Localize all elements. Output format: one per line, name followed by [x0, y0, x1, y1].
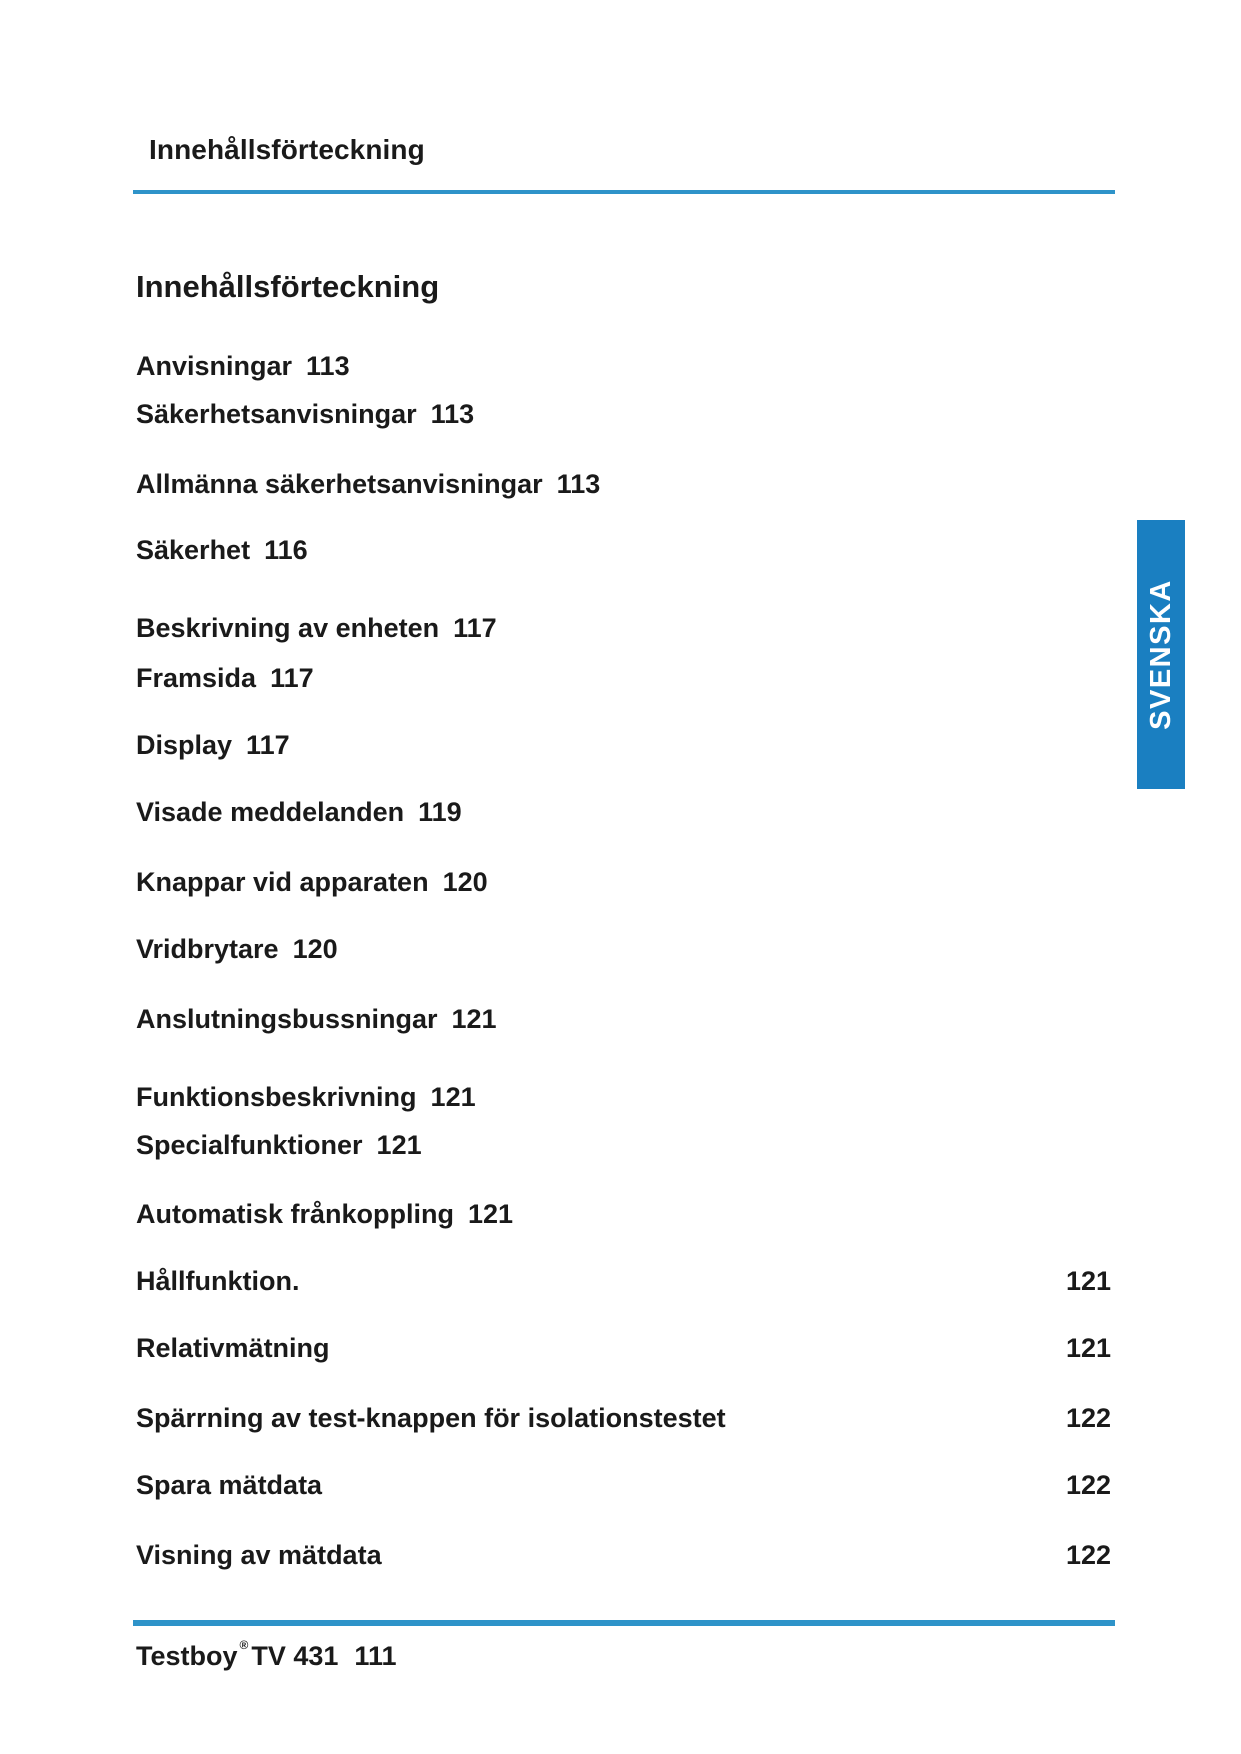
toc-entry-page: 121	[430, 1082, 476, 1112]
toc-entry-page: 117	[270, 663, 314, 693]
toc-entry[interactable]	[136, 865, 1111, 899]
page-footer	[136, 1638, 397, 1672]
toc-entry[interactable]	[136, 795, 1111, 829]
toc-entry-label: Framsida	[136, 663, 257, 693]
toc-entry-label: Beskrivning av enheten	[136, 613, 440, 643]
toc-entry-label: Spärrning av test-knappen för isolationstestet	[136, 1403, 726, 1433]
toc-entry-page: 117	[246, 730, 290, 760]
toc-entry-page: 121	[451, 1004, 497, 1034]
toc-entry-label: Relativmätning	[136, 1333, 330, 1363]
toc-entry-label: Visade meddelanden	[136, 797, 405, 827]
toc-entry-page: 122	[1065, 1540, 1111, 1570]
footer-trademark: ®	[239, 1638, 249, 1652]
toc-entry-page: 113	[556, 469, 601, 499]
toc-entry-label: Knappar vid apparaten	[136, 867, 429, 897]
toc-entry-page: 120	[292, 934, 338, 964]
toc-entry-label: Anvisningar	[136, 351, 293, 381]
toc-entry-page: 116	[264, 535, 308, 565]
toc-entry[interactable]	[136, 932, 1111, 966]
toc-entry[interactable]	[136, 533, 1111, 567]
footer-brand: Testboy	[136, 1641, 238, 1671]
toc-entry-label: Hållfunktion.	[136, 1266, 300, 1296]
toc-entry[interactable]	[136, 611, 1111, 645]
toc-entry[interactable]	[136, 349, 1111, 383]
toc-entry-page: 117	[453, 613, 497, 643]
toc-entry[interactable]	[136, 1002, 1111, 1036]
toc-entry-page: 113	[430, 399, 475, 429]
toc-entry-label: Säkerhetsanvisningar	[136, 399, 417, 429]
toc-entry-page: 122	[1065, 1403, 1111, 1433]
footer-divider	[133, 1620, 1115, 1626]
toc-entry-label: Display	[136, 730, 233, 760]
toc-entry[interactable]	[136, 1401, 1111, 1435]
toc-heading: Innehållsförteckning	[136, 269, 440, 304]
toc-entry-label: Automatisk frånkoppling	[136, 1199, 455, 1229]
language-side-tab	[1137, 520, 1185, 789]
toc-entry-label: Funktionsbeskrivning	[136, 1082, 417, 1112]
toc-entry-label: Anslutningsbussningar	[136, 1004, 438, 1034]
toc-entry-page: 119	[418, 797, 462, 827]
header-divider	[133, 190, 1115, 194]
toc-entry[interactable]	[136, 1331, 1111, 1365]
toc-entry-page: 120	[442, 867, 488, 897]
toc-entry-page: 121	[1065, 1333, 1111, 1363]
toc-entry-page: 121	[376, 1130, 422, 1160]
toc-entry[interactable]	[136, 728, 1111, 762]
toc-entry[interactable]	[136, 1128, 1111, 1162]
toc-entry-page: 121	[1065, 1266, 1111, 1296]
language-side-tab-label: SVENSKA	[1144, 579, 1177, 730]
toc-entry-label: Vridbrytare	[136, 934, 279, 964]
running-header-title: Innehållsförteckning	[149, 134, 425, 165]
footer-model: TV 431	[251, 1641, 339, 1671]
toc-entry[interactable]	[136, 397, 1111, 431]
toc-entry-label: Allmänna säkerhetsanvisningar	[136, 469, 543, 499]
footer-page-number: 111	[354, 1641, 397, 1671]
toc-entry[interactable]	[136, 1080, 1111, 1114]
toc-entry-label: Spara mätdata	[136, 1470, 323, 1500]
toc-entry[interactable]	[136, 1468, 1111, 1502]
toc-entry[interactable]	[136, 467, 1111, 501]
toc-entry[interactable]	[136, 1264, 1111, 1298]
toc-entry-page: 121	[468, 1199, 514, 1229]
toc-entry[interactable]	[136, 1538, 1111, 1572]
toc-entry-label: Specialfunktioner	[136, 1130, 363, 1160]
toc-entry-label: Säkerhet	[136, 535, 251, 565]
toc-entry[interactable]	[136, 1197, 1111, 1231]
toc-entry-page: 122	[1065, 1470, 1111, 1500]
toc-entry-page: 113	[306, 351, 350, 381]
toc-entry-label: Visning av mätdata	[136, 1540, 382, 1570]
toc-entry[interactable]	[136, 661, 1111, 695]
